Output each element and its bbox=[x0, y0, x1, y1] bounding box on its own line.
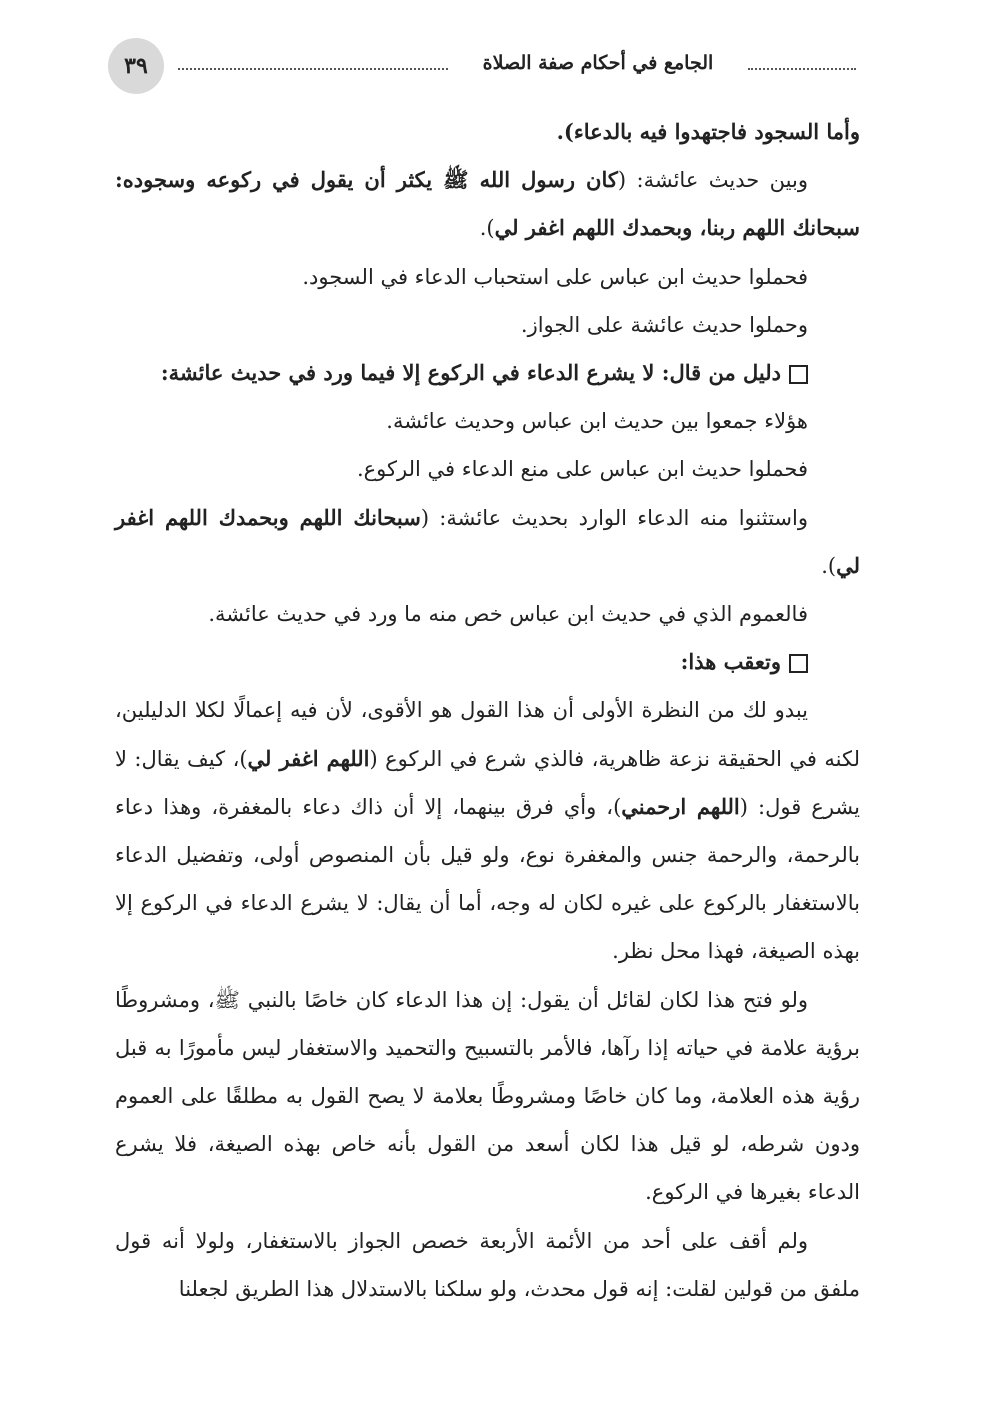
text: ). bbox=[479, 216, 495, 241]
paragraph: ولم أقف على أحد من الأئمة الأربعة خصص الجواز بالاستغفار، ولولا أنه قول ملفق من قولين لقلت: إنه قول محدث، ولو سلكنا بالاستدلال هذا الطريق لجعلنا bbox=[115, 1228, 860, 1301]
main-text bbox=[115, 108, 860, 1313]
text: )، وأي فرق بينهما، إلا أن ذاك دعاء بالمغفرة، وهذا دعاء بالرحمة، والرحمة جنس والمغفرة نوع، ولو قيل بأن المنصوص أولى، وتفضيل الدعاء بالاستغفار بالركوع على غيره لكان له وجه، أما أن يقال: لا يشرع الدعاء في الركوع إلا بهذه الصيغة، فهذا محل نظر. bbox=[115, 794, 860, 964]
paragraph: وحملوا حديث عائشة على الجواز. bbox=[520, 312, 808, 337]
paragraph: فحملوا حديث ابن عباس على منع الدعاء في الركوع. bbox=[356, 457, 808, 482]
paragraph: هؤلاء جمعوا بين حديث ابن عباس وحديث عائشة. bbox=[386, 409, 808, 434]
book-title: الجامع في أحكام صفة الصلاة bbox=[482, 52, 714, 74]
bold-quote: اللهم اغفر لي bbox=[247, 745, 370, 771]
paragraph bbox=[115, 494, 860, 590]
checkbox-square-icon bbox=[789, 365, 808, 384]
text: واستثنوا منه الدعاء الوارد بحديث عائشة: ( bbox=[420, 505, 808, 530]
checkbox-square-icon bbox=[789, 654, 808, 673]
page-number: ٣٩ bbox=[108, 38, 164, 94]
paragraph: فحملوا حديث ابن عباس على استحباب الدعاء في السجود. bbox=[302, 264, 808, 289]
bold-quote: اللهم ارحمني bbox=[621, 793, 740, 819]
text: ). bbox=[821, 553, 837, 578]
heading-text: وتعقب هذا: bbox=[680, 649, 781, 675]
page-header bbox=[108, 38, 858, 102]
bold-quote: سبحانك اللهم وبحمدك اللهم اغفر لي bbox=[115, 504, 860, 578]
text: )، كيف يقال: لا يشرع قول: ( bbox=[115, 746, 860, 819]
paragraph: فالعموم الذي في حديث ابن عباس خص منه ما ورد في حديث عائشة. bbox=[208, 602, 808, 627]
header-dotted-rule-right bbox=[748, 68, 856, 70]
paragraph: ولو فتح هذا لكان لقائل أن يقول: إن هذا الدعاء كان خاصًا بالنبي ﷺ، ومشروطًا برؤية علامة في حياته إذا رآها، فالأمر بالتسبيح والتحميد والاستغفار ليس مأمورًا به قبل رؤية هذه العلامة، وما كان خاصًا ومشروطًا بعلامة لا يصح القول به مطلقًا على العموم ودون شرطه، لو قيل هذا لكان أسعد من القول بأنه خاص بهذه الصيغة، فلا يشرع الدعاء بغيرها في الركوع. bbox=[115, 987, 860, 1205]
section-heading bbox=[115, 349, 860, 397]
bold-text: وأما السجود فاجتهدوا فيه بالدعاء). bbox=[556, 119, 860, 144]
paragraph bbox=[115, 686, 860, 975]
bold-quote: كان رسول الله ﷺ يكثر أن يقول في ركوعه وسجوده: سبحانك اللهم ربنا، وبحمدك اللهم اغفر لي bbox=[115, 167, 860, 241]
section-heading bbox=[115, 638, 860, 686]
heading-text: دليل من قال: لا يشرع الدعاء في الركوع إلا فيما ورد في حديث عائشة: bbox=[160, 360, 781, 386]
paragraph bbox=[115, 108, 860, 156]
text: وبين حديث عائشة: ( bbox=[617, 168, 808, 193]
text: يبدو لك من النظرة الأولى أن هذا القول هو الأقوى، لأن فيه إعمالًا لكلا الدليلين، لكنه في الحقيقة نزعة ظاهرية، فالذي شرع في الركوع ( bbox=[115, 698, 860, 771]
paragraph bbox=[115, 156, 860, 252]
header-dotted-rule-left bbox=[178, 68, 448, 70]
